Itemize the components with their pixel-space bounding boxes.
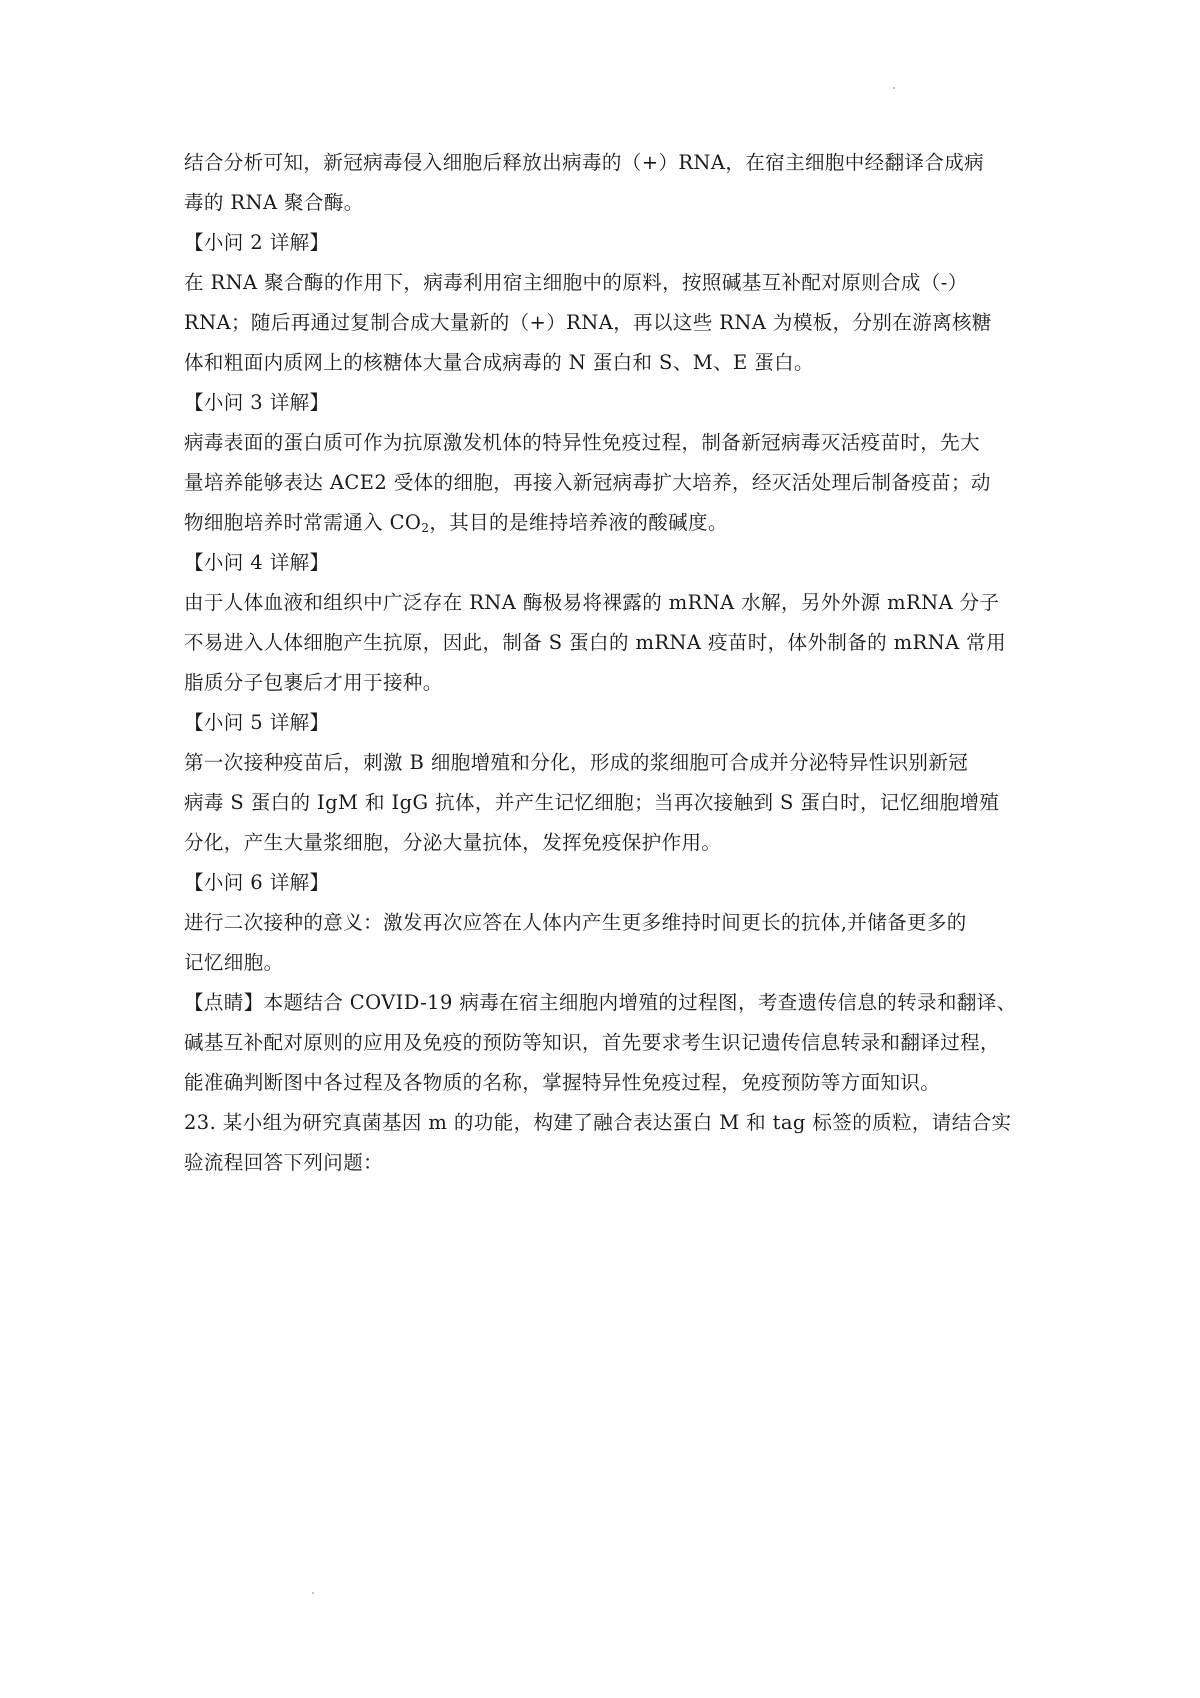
- paragraph-line: 进行二次接种的意义：激发再次应答在人体内产生更多维持时间更长的抗体,并储备更多的: [184, 911, 967, 934]
- paragraph-line: 第一次接种疫苗后，刺激 B 细胞增殖和分化，形成的浆细胞可合成并分泌特异性识别新冠: [184, 751, 969, 774]
- paragraph-line: 记忆细胞。: [184, 951, 284, 974]
- co2-subscript: 2: [421, 521, 430, 535]
- page-mark-bottom: [312, 1592, 314, 1594]
- section-heading-q3: 【小问 3 详解】: [184, 391, 330, 414]
- paragraph-line: RNA；随后再通过复制合成大量新的（+）RNA，再以这些 RNA 为模板，分别在游离核糖: [184, 311, 992, 334]
- paragraph-line: 在 RNA 聚合酶的作用下，病毒利用宿主细胞中的原料，按照碱基互补配对原则合成（-）: [184, 271, 968, 294]
- paragraph-line: 病毒表面的蛋白质可作为抗原激发机体的特异性免疫过程，制备新冠病毒灭活疫苗时，先大: [184, 431, 981, 454]
- paragraph-line: 脂质分子包裹后才用于接种。: [184, 671, 443, 694]
- section-heading-q2: 【小问 2 详解】: [184, 231, 330, 254]
- commentary-line: 能准确判断图中各过程及各物质的名称，掌握特异性免疫过程，免疫预防等方面知识。: [184, 1071, 941, 1094]
- section-heading-q5: 【小问 5 详解】: [184, 711, 330, 734]
- paragraph-line: 结合分析可知，新冠病毒侵入细胞后释放出病毒的（+）RNA，在宿主细胞中经翻译合成病: [184, 151, 985, 174]
- paragraph-line: 病毒 S 蛋白的 IgM 和 IgG 抗体，并产生记忆细胞；当再次接触到 S 蛋白时，记忆细胞增殖: [184, 791, 1000, 814]
- paragraph-line: 体和粗面内质网上的核糖体大量合成病毒的 N 蛋白和 S、M、E 蛋白。: [184, 351, 814, 374]
- section-heading-q4: 【小问 4 详解】: [184, 551, 330, 574]
- paragraph-line: 毒的 RNA 聚合酶。: [184, 191, 364, 214]
- paragraph-line: 不易进入人体细胞产生抗原，因此，制备 S 蛋白的 mRNA 疫苗时，体外制备的 mRNA 常用: [184, 631, 1006, 654]
- commentary-line: 【点睛】本题结合 COVID-19 病毒在宿主细胞内增殖的过程图，考查遗传信息的转录和翻译、: [184, 991, 1017, 1014]
- co2-text-after: ，其目的是维持培养液的酸碱度。: [429, 511, 728, 534]
- document-body: [184, 143, 1034, 1183]
- section-heading-q6: 【小问 6 详解】: [184, 871, 330, 894]
- paragraph-line: 量培养能够表达 ACE2 受体的细胞，再接入新冠病毒扩大培养，经灭活处理后制备疫苗；动: [184, 471, 991, 494]
- paragraph-line: 由于人体血液和组织中广泛存在 RNA 酶极易将裸露的 mRNA 水解，另外外源 mRNA 分子: [184, 591, 1000, 614]
- commentary-line: 碱基互补配对原则的应用及免疫的预防等知识，首先要求考生识记遗传信息转录和翻译过程，: [184, 1031, 1000, 1054]
- question-23-line: 验流程回答下列问题：: [184, 1151, 384, 1174]
- question-23-line: 23. 某小组为研究真菌基因 m 的功能，构建了融合表达蛋白 M 和 tag 标签的质粒，请结合实: [184, 1111, 1012, 1134]
- co2-text-before: 物细胞培养时常需通入 CO: [184, 511, 422, 534]
- page-mark-top: [893, 87, 895, 89]
- paragraph-line: 分化，产生大量浆细胞，分泌大量抗体，发挥免疫保护作用。: [184, 831, 722, 854]
- paragraph-line-co2: [184, 503, 1034, 543]
